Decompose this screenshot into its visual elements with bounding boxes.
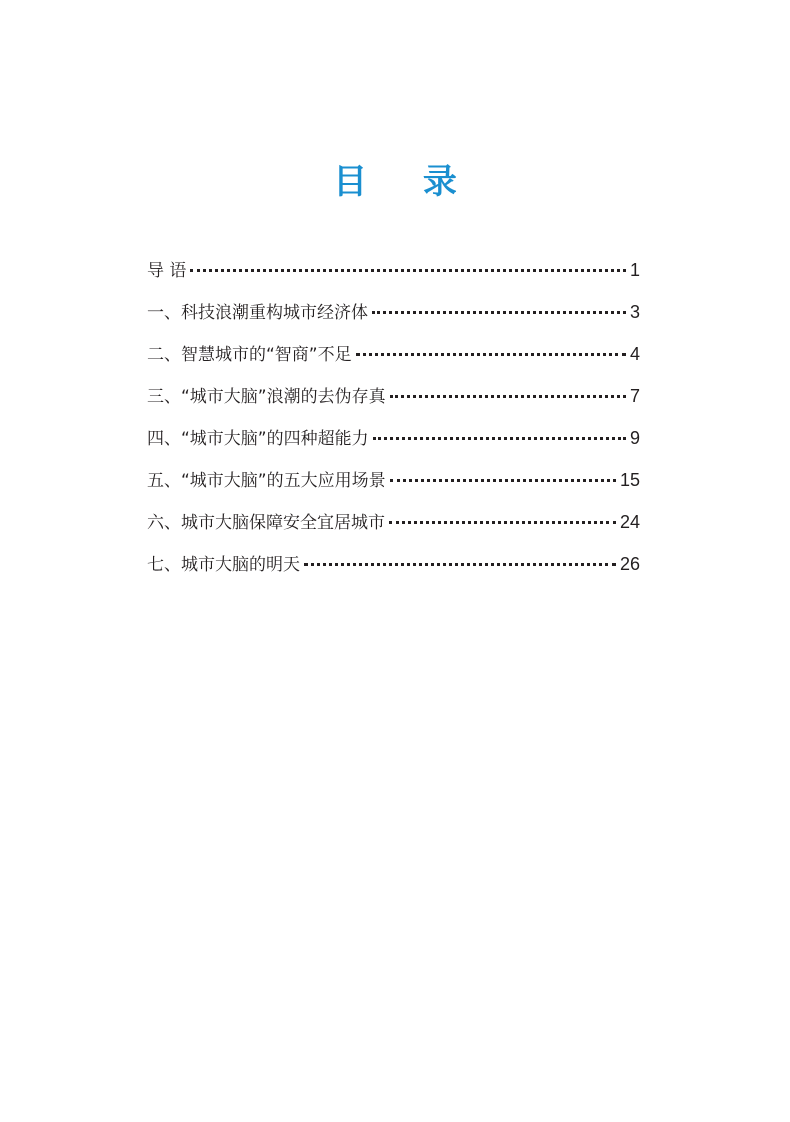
toc-entry-page-number: 1	[629, 260, 640, 280]
toc-entry-label: 五、“城市大脑”的五大应用场景	[147, 471, 386, 491]
toc-entry-3[interactable]	[147, 383, 640, 425]
toc-entry-page-number: 24	[619, 512, 640, 532]
toc-entry-page-number: 26	[619, 554, 640, 574]
dot-leader	[190, 269, 626, 272]
dot-leader	[372, 311, 626, 314]
toc-entry-5[interactable]	[147, 467, 640, 509]
dot-leader	[390, 479, 616, 482]
dot-leader	[356, 353, 626, 356]
page-title: 目 录	[333, 162, 479, 202]
toc-entry-label: 一、科技浪潮重构城市经济体	[147, 303, 368, 323]
dot-leader	[389, 521, 616, 524]
toc-entry-2[interactable]	[147, 341, 640, 383]
dot-leader	[304, 563, 616, 566]
toc-entry-6[interactable]	[147, 509, 640, 551]
table-of-contents	[147, 257, 640, 593]
toc-entry-page-number: 7	[629, 386, 640, 406]
toc-entry-label: 导 语	[147, 261, 187, 281]
toc-entry-label: 六、城市大脑保障安全宜居城市	[147, 513, 385, 533]
toc-entry-page-number: 15	[619, 470, 640, 490]
dot-leader	[373, 437, 626, 440]
toc-entry-7[interactable]	[147, 551, 640, 593]
toc-entry-page-number: 4	[629, 344, 640, 364]
toc-entry-page-number: 3	[629, 302, 640, 322]
toc-entry-4[interactable]	[147, 425, 640, 467]
toc-entry-label: 七、城市大脑的明天	[147, 555, 300, 575]
toc-entry-page-number: 9	[629, 428, 640, 448]
toc-entry-label: 四、“城市大脑”的四种超能力	[147, 429, 369, 449]
toc-entry-label: 二、智慧城市的“智商”不足	[147, 345, 352, 365]
toc-entry-1[interactable]	[147, 299, 640, 341]
toc-entry-label: 三、“城市大脑”浪潮的去伪存真	[147, 387, 386, 407]
toc-entry-intro[interactable]	[147, 257, 640, 299]
dot-leader	[390, 395, 626, 398]
